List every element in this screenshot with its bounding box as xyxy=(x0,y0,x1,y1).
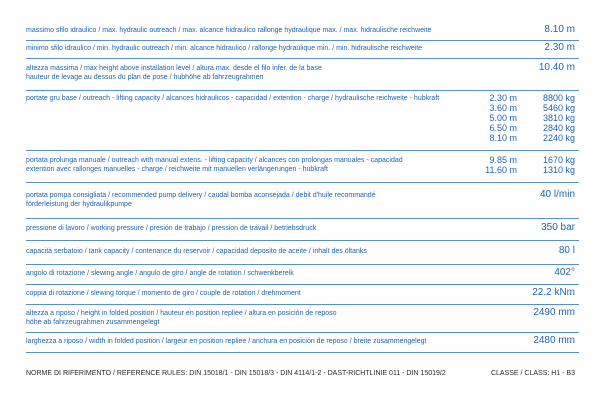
spec-row-manual-extension-capacity xyxy=(26,150,579,183)
capacity-value: 2240 kg xyxy=(542,133,575,143)
spec-value: 40 l/min xyxy=(539,189,575,200)
spec-value: 402° xyxy=(554,267,575,278)
spec-label: minimo sfilo idraulico / min. hydraulic outreach / min. alcance hidraulico / rallonge hydraulique min. / min. hidraulische reichweite xyxy=(26,45,423,52)
spec-label: portata pompa consigliata / recommended pump delivery / caudal bomba aconsejada / debit d'huile recommandé xyxy=(26,192,376,199)
spec-label: coppia di rotazione / slewing torque / momento de giro / couple de rotation / drehmoment xyxy=(26,290,301,297)
spec-label: larghezza a riposo / width in folded position / largeur en position repliee / anchura en posición de reposo / breite zusammengelegt xyxy=(26,338,427,345)
spec-label: portate gru base / outreach - lifting capacity / alcances hidraulicos - capacidad / extention - charge / hydraulische reichweite - hubkraft xyxy=(26,95,440,102)
spec-label: altezza massima / max height above installation level / altura max. desde el filo infer. de la base xyxy=(26,65,322,72)
spec-row-working-pressure xyxy=(26,218,579,241)
spec-label-secondary: förderleistung der hydraulikpumpe xyxy=(26,201,132,208)
spec-value: 80 l xyxy=(558,245,575,256)
reach-value: 6.50 m xyxy=(489,123,517,133)
spec-label: portata prolunga manuale / outreach with manual extens. - lifting capacity / alcances con prolongas manuales - capacidad xyxy=(26,157,403,164)
spec-row-folded-height xyxy=(26,304,579,333)
reference-rules-footer xyxy=(26,370,579,377)
spec-row-base-lifting-capacity xyxy=(26,90,579,151)
reach-value: 9.85 m xyxy=(489,155,517,165)
reach-value: 5.00 m xyxy=(489,113,517,123)
crane-class-text: CLASSE / CLASS: H1 - B3 xyxy=(490,370,575,377)
spec-label-secondary: höhe ab fahrzeugrahmen zusammengelegt xyxy=(26,319,160,326)
spec-value: 2480 mm xyxy=(533,335,575,346)
reference-rules-text: NORME DI RIFERIMENTO / REFERENCE RULES: DIN 15018/1 - DIN 15018/3 - DIN 4114/1-2 - DAST-RICHTLINIE 011 - DIN 15019/2 xyxy=(26,370,446,377)
spec-value: 8.10 m xyxy=(544,24,575,35)
spec-row-max-height xyxy=(26,58,579,91)
reach-value: 3.60 m xyxy=(489,103,517,113)
spec-value: 10.40 m xyxy=(538,62,575,73)
reach-value: 8.10 m xyxy=(489,133,517,143)
capacity-value: 3810 kg xyxy=(542,113,575,123)
spec-label-secondary: hauteur de levage au dessus du plan de pose / hubhöhe ab fahrzeugrahmen xyxy=(26,74,264,81)
spec-row-folded-width xyxy=(26,332,579,353)
spec-label: capacità serbatoio / tank capacity / contenance du reservoir / capacidad deposito de aceite / inhalt des öltanks xyxy=(26,248,367,255)
reach-value: 2.30 m xyxy=(489,93,517,103)
spec-row-slewing-torque xyxy=(26,284,579,305)
capacity-value: 8800 kg xyxy=(542,93,575,103)
spec-value: 2490 mm xyxy=(533,307,575,318)
reach-value: 11.60 m xyxy=(485,165,517,175)
spec-row-tank-capacity xyxy=(26,240,579,265)
capacity-value: 5460 kg xyxy=(542,103,575,113)
spec-label: massimo sfilo idraulico / max. hydraulic outreach / max. alcance hidraulico rallonge hydraulique max. / max. hidraulische reichweite xyxy=(26,27,432,34)
spec-row-min-outreach xyxy=(26,40,579,59)
spec-value: 22.2 kNm xyxy=(532,287,575,298)
spec-value: 2.30 m xyxy=(544,42,575,53)
spec-row-max-outreach xyxy=(26,18,579,41)
capacity-value: 1310 kg xyxy=(542,165,575,175)
spec-value: 350 bar xyxy=(541,222,575,233)
spec-row-slewing-angle xyxy=(26,264,579,285)
capacity-value: 1670 kg xyxy=(542,155,575,165)
spec-label: angolo di rotazione / slewing angle / angulo de giro / angle de rotation / schwenkbereik xyxy=(26,270,294,277)
capacity-value: 2840 kg xyxy=(542,123,575,133)
spec-label-secondary: extention avec rallonges manuelles - charge / reichweite mit manuellen verlängerungen - hubkraft xyxy=(26,166,328,173)
spec-label: altezza a riposo / height in folded position / hauteur en position repliee / altura en posición de reposo xyxy=(26,310,337,317)
spec-row-pump-delivery xyxy=(26,182,579,219)
spec-label: pressione di lavoro / working pressure / presión de trabajo / pression de travail / betriebsdruck xyxy=(26,225,317,232)
